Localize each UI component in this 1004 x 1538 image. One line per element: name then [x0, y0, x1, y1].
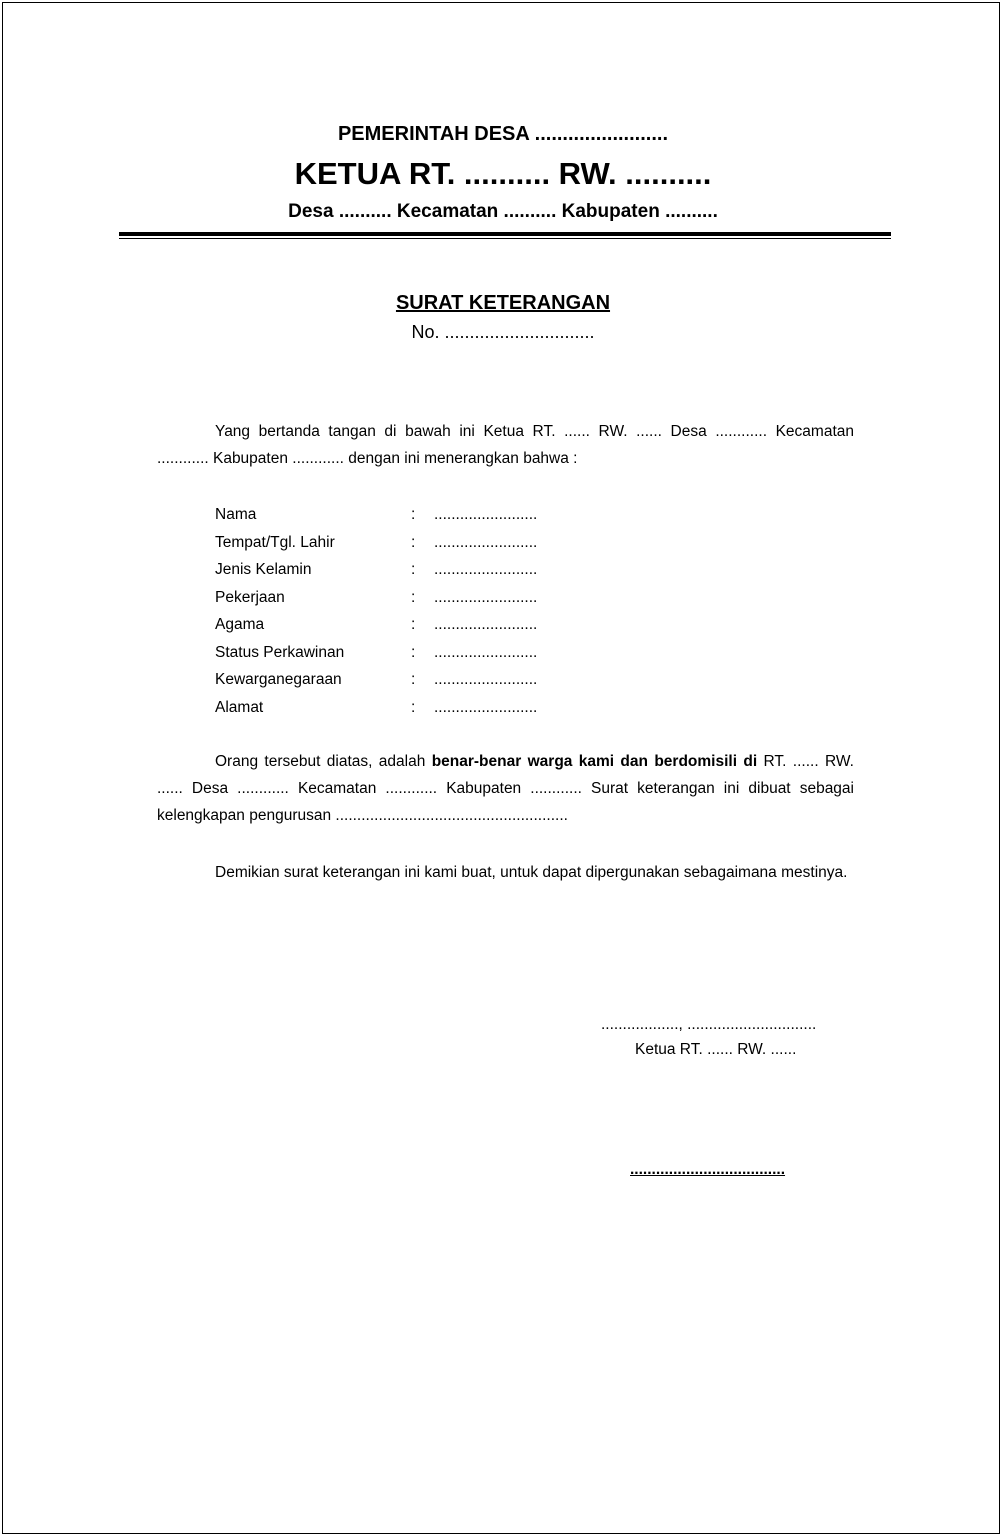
field-colon: :: [411, 698, 416, 716]
intro-paragraph: Yang bertanda tangan di bawah ini Ketua RT. ...... RW. ...... Desa ............ Kecamatan ............ Kabupaten ............ dengan ini menerangkan bahwa :: [157, 423, 854, 467]
field-colon: :: [411, 643, 416, 661]
document-title: SURAT KETERANGAN: [395, 292, 611, 314]
document-page: [2, 2, 1000, 1534]
field-value: ........................: [434, 698, 538, 716]
field-value: ........................: [434, 671, 538, 688]
field-colon: :: [411, 533, 416, 551]
field-label: Kewarganegaraan: [215, 671, 342, 688]
field-value: ........................: [434, 533, 538, 551]
letterhead-address: Desa .......... Kecamatan .......... Kabupaten ..........: [288, 201, 718, 222]
letterhead-government: PEMERINTAH DESA ........................: [337, 123, 669, 145]
identity-fields: [215, 501, 635, 721]
field-row-agama: [215, 611, 635, 639]
field-label: Nama: [215, 506, 257, 523]
field-row-nama: [215, 501, 635, 529]
letterhead-ketua: KETUA RT. .......... RW. ..........: [294, 156, 712, 191]
statement-text-bold: benar-benar warga kami dan berdomisili di: [431, 753, 758, 770]
field-colon: :: [411, 506, 416, 523]
letterhead-rule-thick: [119, 232, 891, 236]
signature-role: Ketua RT. ...... RW. ......: [635, 1041, 797, 1058]
letterhead-rule-thin: [119, 238, 891, 239]
field-label: Agama: [215, 616, 265, 633]
field-label: Jenis Kelamin: [215, 561, 312, 578]
statement-text-start: Orang tersebut diatas, adalah: [215, 753, 432, 770]
field-row-jenis-kelamin: [215, 556, 635, 584]
field-row-status-perkawinan: [215, 639, 635, 667]
field-row-tempat-tgl-lahir: [215, 529, 635, 557]
field-colon: :: [411, 588, 416, 606]
field-row-pekerjaan: [215, 584, 635, 612]
field-row-kewarganegaraan: [215, 666, 635, 694]
signature-name: ....................................: [630, 1161, 786, 1178]
field-colon: :: [411, 561, 416, 578]
closing-paragraph: Demikian surat keterangan ini kami buat, untuk dapat dipergunakan sebagaimana mestinya.: [215, 864, 848, 881]
field-colon: :: [411, 671, 416, 688]
statement-paragraph: [157, 748, 854, 829]
field-value: ........................: [434, 506, 538, 523]
field-label: Pekerjaan: [215, 588, 285, 606]
field-value: ........................: [434, 561, 538, 578]
field-label: Alamat: [215, 698, 264, 716]
field-colon: :: [411, 616, 416, 633]
field-value: ........................: [434, 616, 538, 633]
field-row-alamat: [215, 694, 635, 722]
field-value: ........................: [434, 588, 538, 606]
signature-place-date: .................., ..............................: [601, 1016, 817, 1033]
document-number: No. ..............................: [411, 322, 595, 342]
statement-text-end: RT. ...... RW. ...... Desa ............ Kecamatan ............ Kabupaten ............ Surat keterangan ini dibuat sebagai kelengkapan pengurusan ......................................................: [157, 753, 854, 824]
field-label: Tempat/Tgl. Lahir: [215, 533, 335, 551]
field-value: ........................: [434, 643, 538, 661]
field-label: Status Perkawinan: [215, 643, 345, 661]
